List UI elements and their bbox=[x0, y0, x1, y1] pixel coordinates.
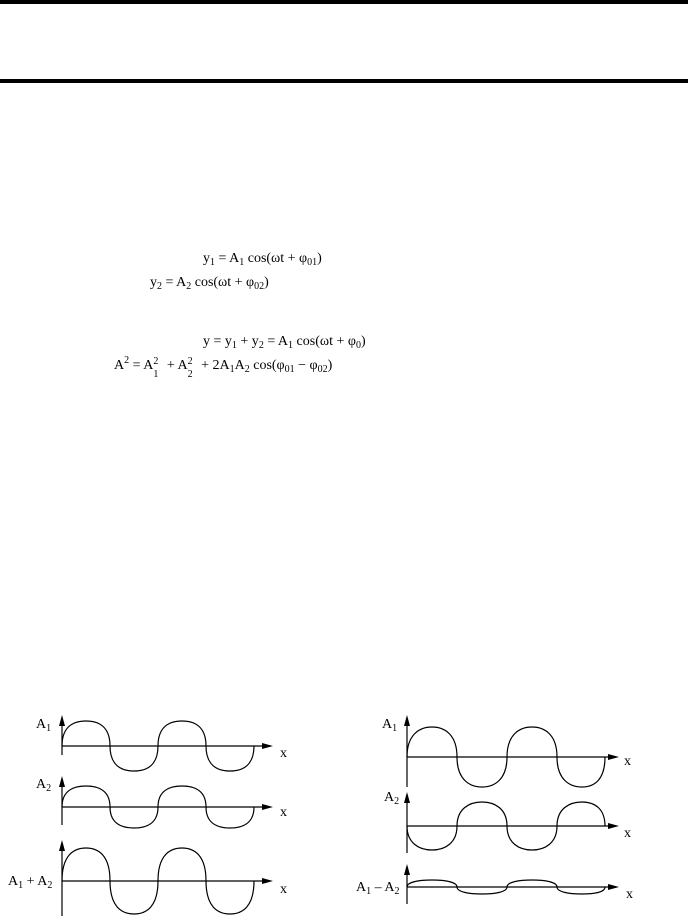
eq2-close: ) bbox=[264, 275, 269, 290]
eq3-s4: 0 bbox=[355, 340, 361, 351]
right-bottom-label-main: A bbox=[356, 880, 367, 895]
right-bottom-axis-label: x bbox=[626, 887, 633, 902]
eq1-lhs: y bbox=[203, 251, 210, 266]
left-bottom-label-mid: + A bbox=[23, 874, 48, 889]
left-bottom-label-sub: 1 bbox=[18, 880, 24, 891]
left-top-label-sub: 1 bbox=[46, 723, 52, 734]
right-middle-axis-label: x bbox=[624, 826, 631, 841]
eq4-s2: 2 bbox=[244, 364, 250, 375]
left-middle-label-sub: 2 bbox=[46, 783, 52, 794]
eq4-t5: cos(φ bbox=[249, 358, 285, 373]
right-bottom-label-sub: 1 bbox=[366, 886, 372, 897]
right-bottom-label-mid: – A bbox=[371, 880, 395, 895]
eq1-a-sub: 1 bbox=[239, 257, 245, 268]
eq2-lhs: y bbox=[150, 275, 157, 290]
eq2-lhs-sub: 2 bbox=[157, 281, 162, 292]
left-top-axis-label: x bbox=[280, 746, 287, 761]
eq4-t6: − φ bbox=[294, 358, 318, 373]
left-bottom-label-sub2: 2 bbox=[47, 880, 53, 891]
right-top-label-sub: 1 bbox=[392, 723, 398, 734]
eq4-a2-sup: 2 bbox=[187, 355, 193, 367]
eq2-a-sub: 2 bbox=[186, 281, 192, 292]
eq3-t3: = A bbox=[263, 334, 289, 349]
eq3-t2: + y bbox=[236, 334, 259, 349]
left-bottom-axis-label: x bbox=[280, 882, 287, 897]
eq1-lhs-sub: 1 bbox=[210, 257, 215, 268]
eq4-lhs-sup: 2 bbox=[124, 355, 130, 366]
eq1-close: ) bbox=[317, 251, 322, 266]
eq1-phi-sub: 01 bbox=[307, 257, 318, 268]
right-top-label-main: A bbox=[382, 717, 393, 732]
eq2-phi-sub: 02 bbox=[254, 281, 265, 292]
eq4-a1-sub: 1 bbox=[153, 368, 159, 380]
left-top-label-main: A bbox=[36, 717, 47, 732]
left-bottom-label-main: A bbox=[8, 874, 19, 889]
left-middle-axis-label: x bbox=[280, 805, 287, 820]
right-middle-label-main: A bbox=[384, 790, 395, 805]
right-top-axis-label: x bbox=[624, 754, 631, 769]
eq4-s4: 02 bbox=[317, 364, 328, 375]
eq4-t2: + A bbox=[163, 358, 188, 373]
eq4-t4: A bbox=[234, 358, 245, 373]
eq4-lhs: A bbox=[114, 358, 125, 373]
eq2-func: cos(ωt + φ bbox=[191, 275, 255, 290]
eq4-t1: = A bbox=[129, 358, 154, 373]
eq3-s2: 2 bbox=[258, 340, 264, 351]
eq1-func: cos(ωt + φ bbox=[244, 251, 308, 266]
eq3-t4: cos(ωt + φ bbox=[293, 334, 356, 349]
right-bottom-label-sub2: 2 bbox=[394, 886, 400, 897]
eq3-s3: 1 bbox=[288, 340, 294, 351]
eq4-s1: 1 bbox=[229, 364, 235, 375]
eq1-eq: = A bbox=[215, 251, 240, 266]
eq2-eq: = A bbox=[162, 275, 187, 290]
eq4-s3: 01 bbox=[284, 364, 295, 375]
eq3-s1: 1 bbox=[231, 340, 237, 351]
right-middle-label-sub: 2 bbox=[394, 796, 400, 807]
right-bottom-label bbox=[356, 880, 399, 896]
eq4-t7: ) bbox=[327, 358, 333, 373]
eq4-t3: + 2A bbox=[197, 358, 230, 373]
left-middle-label-main: A bbox=[36, 777, 47, 792]
eq4-a2-sub: 2 bbox=[187, 368, 193, 380]
eq3-t5: ) bbox=[360, 334, 366, 349]
eq3-t1: y = y bbox=[203, 334, 232, 349]
eq4-a1-sup: 2 bbox=[153, 355, 159, 367]
